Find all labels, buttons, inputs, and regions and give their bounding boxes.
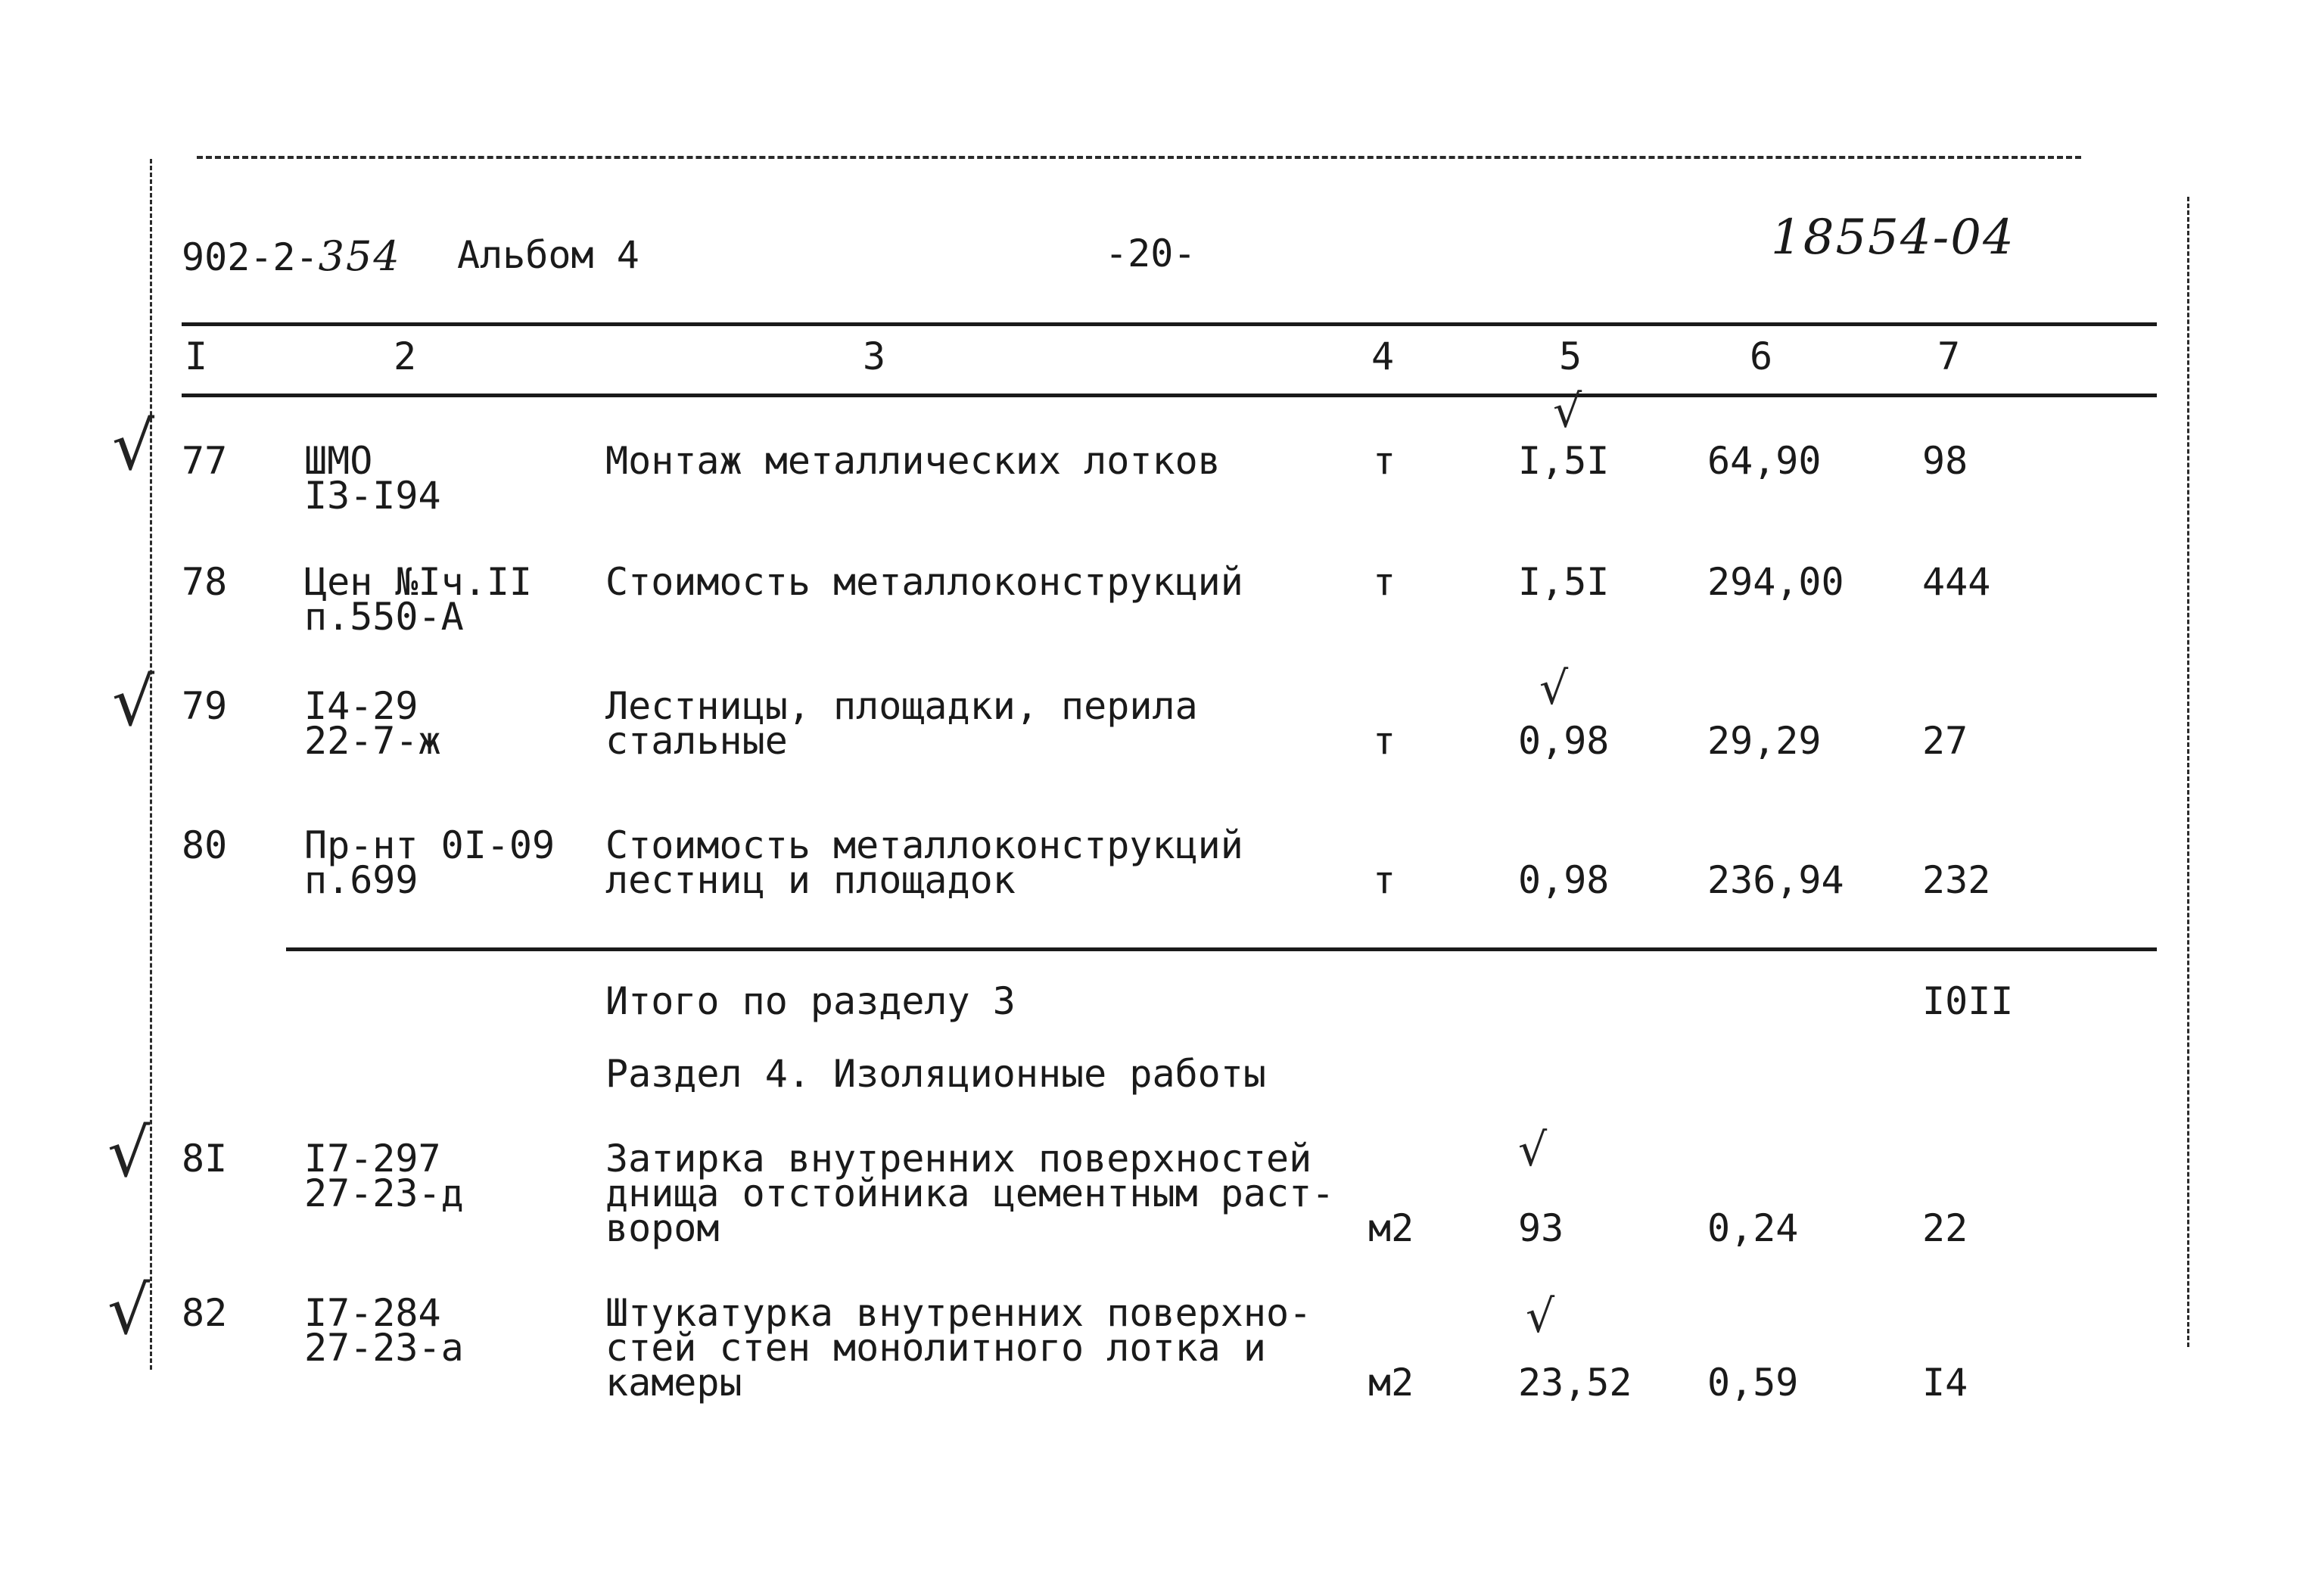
quantity-check-mark: √ [1553,385,1582,438]
quantity: 23,52 [1518,1361,1632,1405]
archive-number: 18554-04 [1771,210,2015,266]
doc-code [182,232,401,280]
total-cost: 27 [1922,719,1968,763]
col-header-3: 3 [863,334,886,378]
right-dashed-border [2187,197,2189,1347]
col-header-6: 6 [1750,334,1773,378]
row-number: 77 [182,439,228,483]
doc-code-printed: 902-2- [182,235,319,279]
unit-price: 29,29 [1707,719,1822,763]
unit-price: 294,00 [1707,560,1844,604]
quantity: I,5I [1518,560,1610,604]
work-description: Затирка внутренних поверхностей днища отстойника цементным раст- вором [605,1137,1335,1250]
col-header-1: I [185,334,208,378]
norm-code: I7-297 27-23-д [304,1137,464,1215]
work-description: Монтаж металлических лотков [605,439,1221,483]
quantity: 93 [1518,1206,1564,1250]
unit-price: 236,94 [1707,858,1844,902]
total-cost: 98 [1922,439,1968,483]
unit-price: 0,59 [1707,1361,1799,1405]
row-number: 80 [182,823,228,867]
section-title: Раздел 4. Изоляционные работы [605,1052,1266,1096]
unit: т [1373,719,1396,763]
unit-price: 64,90 [1707,439,1822,483]
norm-code: I7-284 27-23-а [304,1291,464,1370]
col-header-2: 2 [394,334,417,378]
quantity: 0,98 [1518,719,1610,763]
section-total-value: I0II [1922,979,2014,1023]
col-header-5: 5 [1559,334,1582,378]
row-number: 79 [182,684,228,728]
unit: т [1373,560,1396,604]
left-dashed-border [150,159,152,1370]
norm-code: I4-29 22-7-ж [304,684,441,763]
total-cost: 22 [1922,1206,1968,1250]
margin-check-mark: √ [112,663,155,741]
header-rule-bottom [182,394,2157,397]
page-number: -20- [1105,232,1196,275]
quantity-check-mark: √ [1539,662,1569,715]
work-description: Лестницы, площадки, перила стальные [605,684,1198,763]
quantity: 0,98 [1518,858,1610,902]
row-number: 78 [182,560,228,604]
norm-code: Пр-нт 0I-09 п.699 [304,823,555,902]
work-description: Стоимость металлоконструкций [605,560,1243,604]
total-cost: I4 [1922,1361,1968,1405]
work-description: Стоимость металлоконструкций лестниц и площадок [605,823,1243,902]
col-header-4: 4 [1371,334,1395,378]
col-header-7: 7 [1937,334,1961,378]
norm-code: ШМО I3-I94 [304,439,441,518]
unit-price: 0,24 [1707,1206,1799,1250]
total-cost: 232 [1922,858,1991,902]
work-description: Штукатурка внутренних поверхно- стей стен монолитного лотка и камеры [605,1291,1312,1405]
total-cost: 444 [1922,560,1991,604]
album-label: Альбом 4 [457,233,639,277]
margin-check-mark: √ [107,1114,151,1192]
quantity-check-mark: √ [1518,1124,1548,1177]
section-separator-rule [286,947,2157,951]
section-total-label: Итого по разделу 3 [605,979,1016,1023]
unit: т [1373,439,1396,483]
quantity: I,5I [1518,439,1610,483]
row-number: 82 [182,1291,228,1335]
unit: т [1373,858,1396,902]
row-number: 8I [182,1137,228,1181]
doc-code-handwritten: 354 [318,232,401,280]
header-rule-top [182,322,2157,326]
margin-check-mark: √ [112,407,155,485]
top-dashed-border [197,156,2081,159]
norm-code: Цен №Iч.II п.550-А [304,560,533,639]
quantity-check-mark: √ [1526,1290,1555,1343]
unit: м2 [1368,1361,1414,1405]
margin-check-mark: √ [107,1271,151,1349]
unit: м2 [1368,1206,1414,1250]
